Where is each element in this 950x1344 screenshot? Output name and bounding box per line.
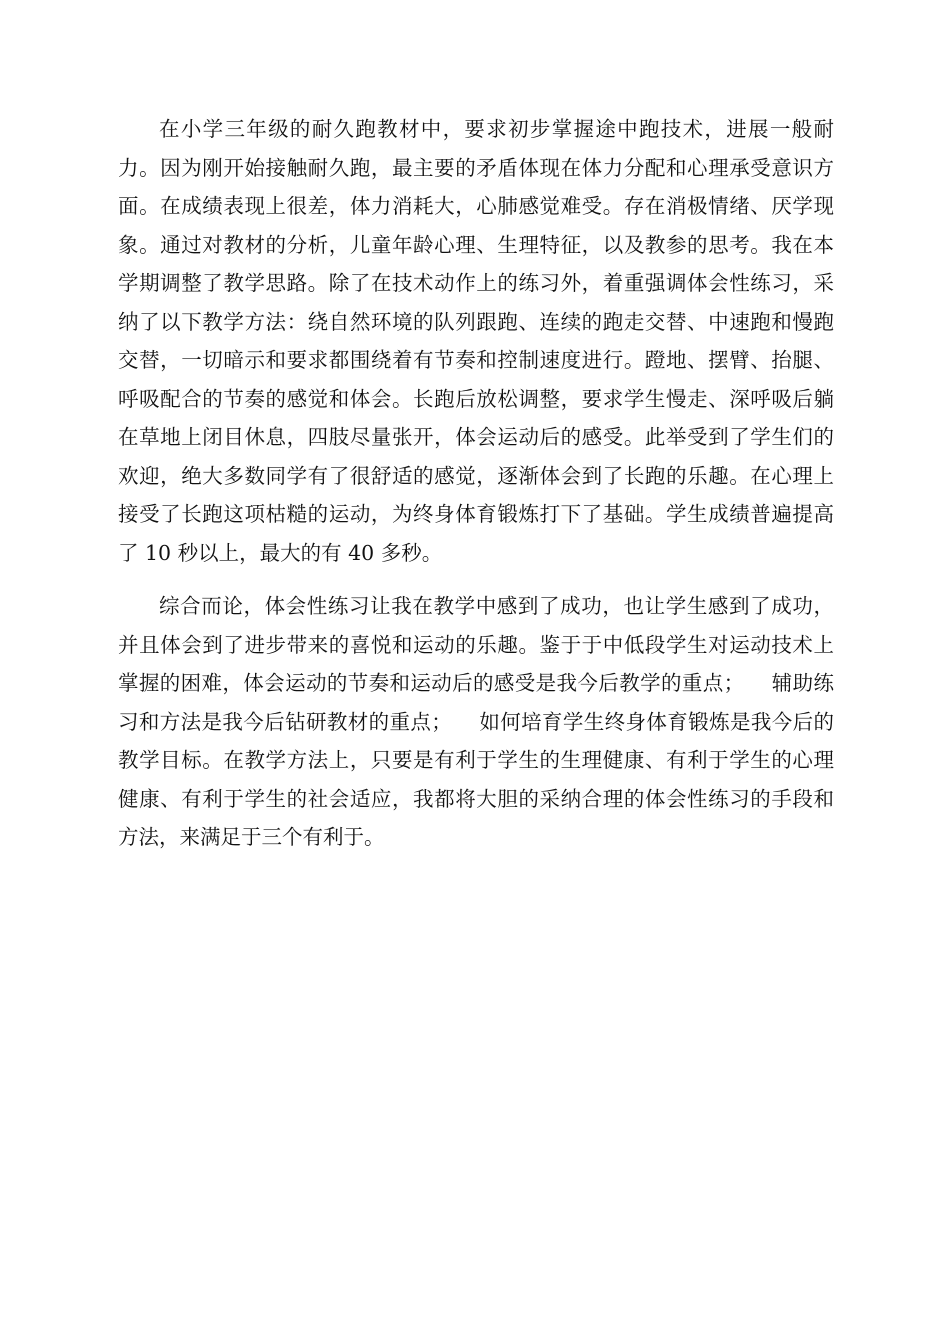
document-body [118, 110, 834, 857]
paragraph-2: 综合而论，体会性练习让我在教学中感到了成功，也让学生感到了成功，并且体会到了进步带来的喜悦和运动的乐趣。鉴于于中低段学生对运动技术上掌握的困难，体会运动的节奏和运动后的感受是我今后教学的重点； 辅助练习和方法是我今后钻研教材的重点； 如何培育学生终身体育锻炼是我今后的教学目标。在教学方法上，只要是有利于学生的生理健康、有利于学生的心理健康、有利于学生的社会适应，我都将大胆的采纳合理的体会性练习的手段和方法，来满足于三个有利于。 [118, 594, 834, 849]
paragraph-1: 在小学三年级的耐久跑教材中，要求初步掌握途中跑技术，进展一般耐力。因为刚开始接触耐久跑，最主要的矛盾体现在体力分配和心理承受意识方面。在成绩表现上很差，体力消耗大，心肺感觉难受。存在消极情绪、厌学现象。通过对教材的分析，儿童年龄心理、生理特征，以及教参的思考。我在本学期调整了教学思路。除了在技术动作上的练习外，着重强调体会性练习，采纳了以下教学方法：绕自然环境的队列跟跑、连续的跑走交替、中速跑和慢跑交替，一切暗示和要求都围绕着有节奏和控制速度进行。蹬地、摆臂、抬腿、呼吸配合的节奏的感觉和体会。长跑后放松调整，要求学生慢走、深呼吸后躺在草地上闭目休息，四肢尽量张开，体会运动后的感受。此举受到了学生们的欢迎，绝大多数同学有了很舒适的感觉，逐渐体会到了长跑的乐趣。在心理上接受了长跑这项枯糙的运动，为终身体育锻炼打下了基础。学生成绩普遍提高了 10 秒以上，最大的有 40 多秒。 [118, 117, 834, 565]
